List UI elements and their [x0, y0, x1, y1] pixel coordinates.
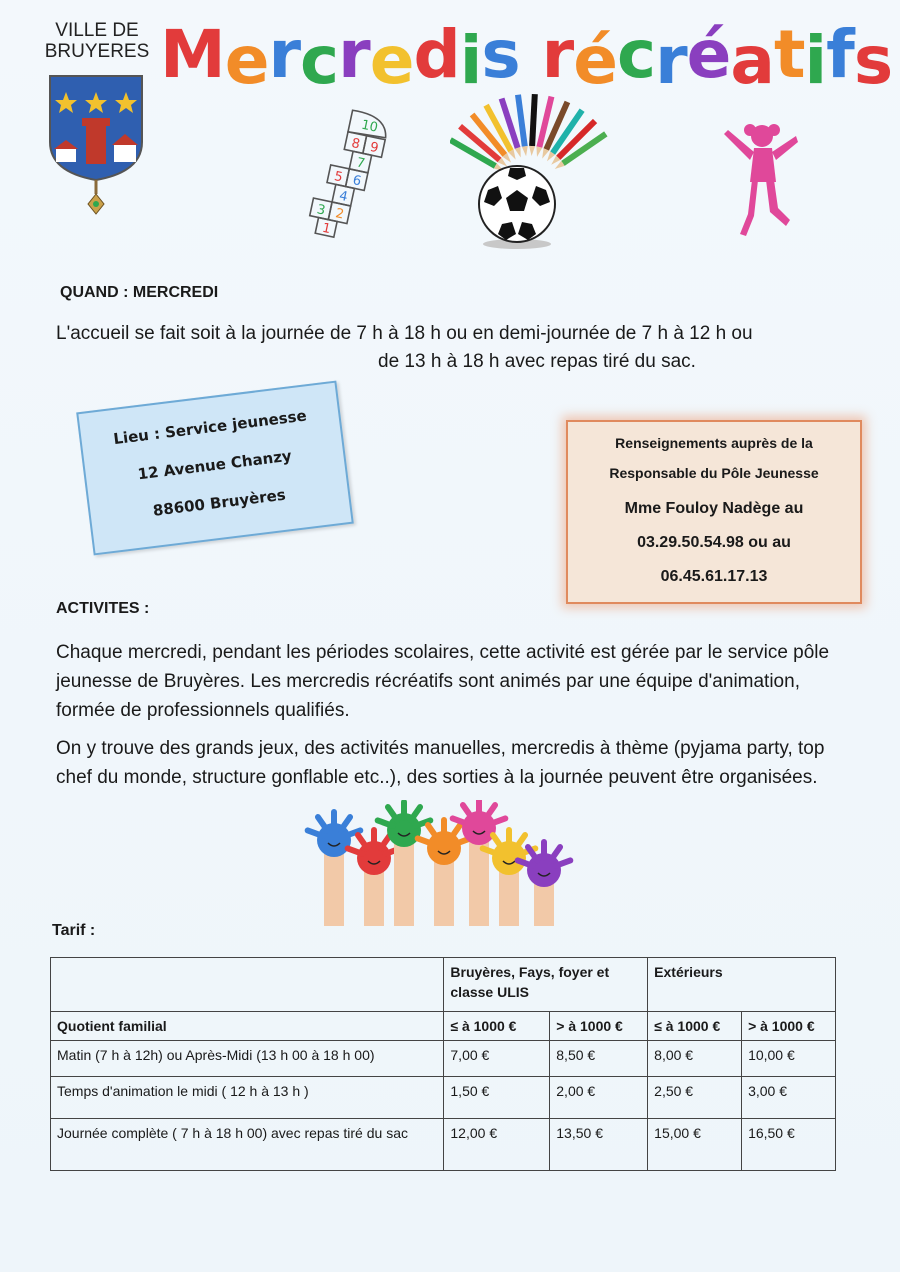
row-label: Matin (7 h à 12h) ou Après-Midi (13 h 00 à 18 h 00) — [51, 1041, 444, 1077]
title-letter: c — [616, 16, 656, 93]
row-header-quotient: Quotient familial — [51, 1012, 444, 1041]
title-letter: r — [655, 22, 687, 99]
table-cell — [51, 958, 444, 1012]
price-cell: 8,00 € — [648, 1041, 742, 1077]
table-row — [51, 1012, 836, 1041]
location-line2: 12 Avenue Chanzy — [136, 446, 293, 484]
activities-paragraph2: On y trouve des grands jeux, des activités manuelles, mercredis à thème (pyjama party, top chef du monde, structure gonflable etc..), des sorties à la journée peuvent être organisées. — [56, 738, 825, 788]
price-cell: 7,00 € — [444, 1041, 550, 1077]
price-cell: 8,50 € — [550, 1041, 648, 1077]
hopscotch-number: 2 — [334, 206, 346, 223]
hopscotch-number: 8 — [349, 135, 362, 153]
jumping-girl-icon — [720, 116, 800, 242]
title-letter: a — [730, 22, 774, 99]
location-box — [76, 381, 354, 556]
price-cell: 13,50 € — [550, 1119, 648, 1171]
column-header: ≤ à 1000 € — [648, 1012, 742, 1041]
contact-phone2: 06.45.61.17.13 — [660, 568, 768, 585]
town-name-line2: BRUYERES — [44, 41, 150, 62]
hopscotch-number: 6 — [351, 173, 363, 190]
price-cell: 12,00 € — [444, 1119, 550, 1171]
price-cell: 1,50 € — [444, 1077, 550, 1119]
schedule-paragraph — [56, 320, 846, 376]
hopscotch-number: 9 — [368, 139, 380, 157]
column-header: > à 1000 € — [742, 1012, 836, 1041]
hopscotch-number: 4 — [337, 188, 350, 205]
title-letter: é — [573, 22, 617, 99]
schedule-line2: de 13 h à 18 h avec repas tiré du sac. — [378, 351, 696, 372]
schedule-line1: L'accueil se fait soit à la journée de 7 h à 18 h ou en demi-journée de 7 h à 12 h ou — [56, 323, 753, 344]
price-cell: 2,00 € — [550, 1077, 648, 1119]
title-letter: e — [369, 22, 414, 99]
title-letter: t — [773, 16, 805, 93]
pricing-table — [50, 957, 836, 1171]
town-name-line1: VILLE DE — [55, 20, 139, 41]
title-letter: i — [804, 22, 827, 99]
location-line1: Lieu : Service jeunesse — [112, 406, 308, 449]
title-letter: f — [826, 16, 854, 93]
price-cell: 16,50 € — [742, 1119, 836, 1171]
page-title — [160, 16, 893, 99]
painted-hands-icon — [304, 800, 584, 926]
price-cell: 2,50 € — [648, 1077, 742, 1119]
group-header-exterieurs: Extérieurs — [648, 958, 836, 1012]
contact-intro — [568, 428, 860, 488]
title-letter: d — [413, 16, 460, 93]
contact-name: Mme Fouloy Nadège au — [624, 500, 804, 517]
activities-heading: ACTIVITES : — [56, 600, 150, 617]
row-label: Journée complète ( 7 h à 18 h 00) avec repas tiré du sac — [51, 1119, 444, 1171]
hopscotch-icon — [280, 100, 410, 240]
soccer-ball-icon — [472, 160, 562, 250]
title-letter: s — [853, 22, 893, 99]
contact-line1: Renseignements auprès de la — [615, 435, 813, 451]
price-cell: 15,00 € — [648, 1119, 742, 1171]
town-crest-icon — [46, 72, 146, 222]
hopscotch-number: 7 — [355, 155, 367, 172]
table-row — [51, 1041, 836, 1077]
contact-box — [566, 420, 862, 604]
column-header: ≤ à 1000 € — [444, 1012, 550, 1041]
town-name — [44, 20, 150, 62]
title-letter: r — [268, 16, 301, 93]
hopscotch-number: 5 — [332, 169, 344, 186]
title-letter: e — [224, 22, 269, 99]
location-line3: 88600 Bruyères — [151, 485, 287, 520]
table-row — [51, 1119, 836, 1171]
contact-line2: Responsable du Pôle Jeunesse — [609, 465, 819, 481]
column-header: > à 1000 € — [550, 1012, 648, 1041]
contact-phone1: 03.29.50.54.98 ou au — [637, 534, 791, 551]
table-row — [51, 1077, 836, 1119]
group-header-bruyeres: Bruyères, Fays, foyer et classe ULIS — [444, 958, 648, 1012]
title-letter: r — [338, 16, 370, 93]
title-letter — [520, 22, 542, 99]
title-letter: M — [160, 16, 225, 93]
price-cell: 10,00 € — [742, 1041, 836, 1077]
title-letter: i — [459, 22, 482, 99]
table-row — [51, 958, 836, 1012]
title-letter: é — [686, 16, 731, 93]
price-cell: 3,00 € — [742, 1077, 836, 1119]
contact-details — [568, 492, 860, 594]
hopscotch-number: 3 — [315, 202, 327, 219]
activities-paragraph1: Chaque mercredi, pendant les périodes scolaires, cette activité est gérée par le service pôle jeunesse de Bruyères. Les mercredis récréatifs sont animés par une équipe d'animation, formée de professionnels qualifiés. — [56, 642, 830, 721]
title-letter: s — [481, 16, 520, 93]
hopscotch-number: 10 — [359, 117, 380, 136]
pricing-heading: Tarif : — [52, 922, 96, 939]
title-letter: c — [300, 22, 339, 99]
row-label: Temps d'animation le midi ( 12 h à 13 h ) — [51, 1077, 444, 1119]
hopscotch-number: 1 — [320, 220, 332, 238]
when-heading: QUAND : MERCREDI — [60, 284, 219, 301]
title-letter: r — [541, 16, 574, 93]
